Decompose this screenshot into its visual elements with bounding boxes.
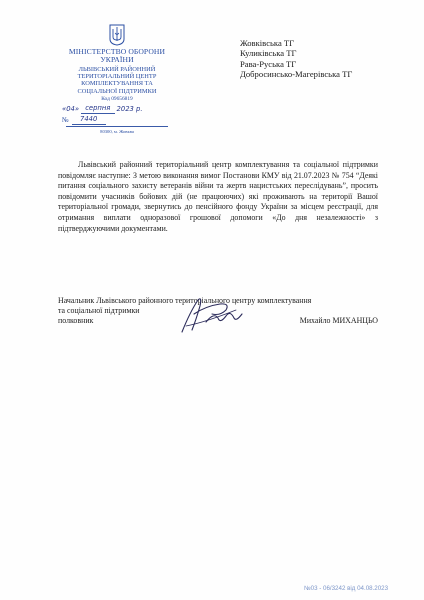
ministry-name: МІНІСТЕРСТВО ОБОРОНИ УКРАЇНИ — [68, 47, 166, 65]
letter-body: Львівський районний територіальний центр комплектування та соціальної підтримки повідомляє наступне: З метою виконання вимог Постанови КМУ від 21.07.2023 № 754 “Деякі питання соціального захисту ветеранів війни та жертв нацистських переслідувань”, просить повідомити учасників бойових дій (не працюючих) які проживають на території Вашої територіальної громади, звернутись до пенсійного фонду України за місцем реєстрації, для отримання виплати одноразової грошової допомоги «До дня незалежності» з підтверджуючими документами. — [58, 160, 378, 233]
letterhead-divider — [66, 126, 168, 127]
letterhead — [58, 24, 176, 134]
letterhead-city: 80300, м. Жовква — [100, 128, 134, 134]
recipient-item: Жовківська ТГ — [240, 38, 295, 48]
signer-title-line1: Начальник Львівського районного територіального центру комплектування — [58, 296, 312, 305]
handwritten-signature — [176, 292, 248, 338]
recipients-list — [240, 38, 352, 80]
number-label: № — [62, 116, 69, 124]
date-year: 2023 р. — [116, 105, 143, 113]
signer-rank: полковник — [58, 316, 94, 325]
number-value: 7440 — [72, 114, 106, 125]
center-name: ЛЬВІВСЬКИЙ РАЙОННИЙ ТЕРИТОРІАЛЬНИЙ ЦЕНТР КОМПЛЕКТУВАННЯ ТА СОЦІАЛЬНОЇ ПІДТРИМКИ — [77, 65, 157, 95]
signature-block — [58, 296, 388, 326]
signer-name: Михайло МИХАНЦЬО — [299, 316, 378, 325]
outgoing-date — [58, 103, 176, 114]
date-day: «04» — [62, 105, 80, 113]
recipient-item: Добросинсько-Магерівська ТГ — [240, 69, 353, 80]
signer-title-line2: та соціальної підтримки — [58, 306, 140, 315]
recipient-item: Рава-Руська ТГ — [240, 58, 297, 69]
recipient-item: Куликівська ТГ — [240, 48, 297, 59]
date-month: серпня — [81, 103, 115, 114]
registration-stamp: №03 - 06/3242 від 04.08.2023 — [304, 585, 389, 592]
outgoing-number — [58, 114, 176, 125]
trident-icon — [109, 24, 125, 46]
organization-code: Код 09656819 — [101, 96, 133, 102]
